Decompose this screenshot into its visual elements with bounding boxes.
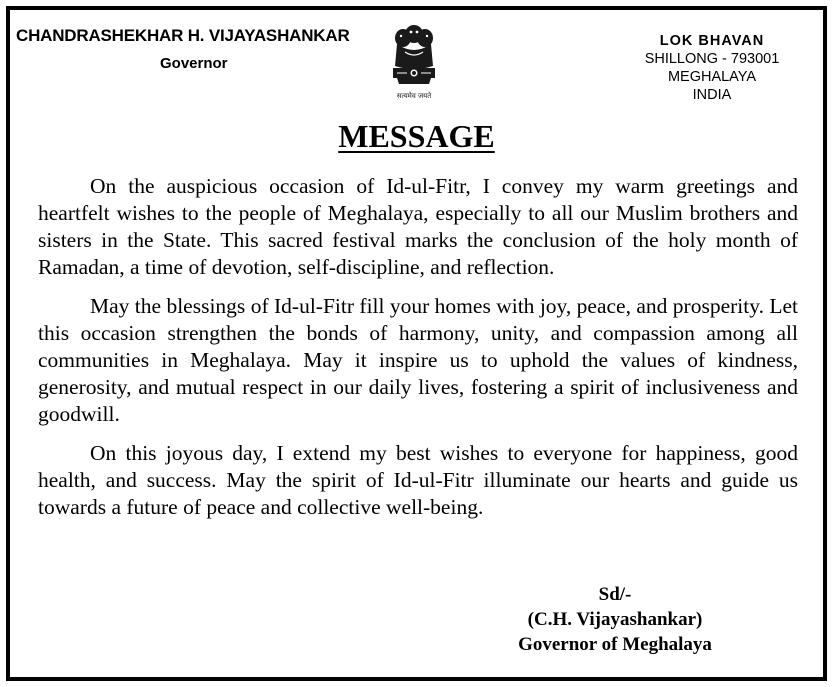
message-body (38, 173, 798, 533)
message-paragraph-3: On this joyous day, I extend my best wishes to everyone for happiness, good health, and success. May the spirit of Id-ul-Fitr illuminate our hearts and guide us towards a future of peace and collective well-being. (38, 441, 798, 519)
emblem-motto: सत्यमेव जयते (396, 92, 432, 100)
signatory-name: (C.H. Vijayashankar) (527, 609, 703, 630)
sender-name: CHANDRASHEKHAR H. VIJAYASHANKAR (16, 26, 350, 45)
address-line-country: INDIA (692, 87, 732, 103)
address-block (622, 32, 802, 104)
signature-mark: Sd/- (598, 584, 632, 605)
signatory-designation: Governor of Meghalaya (518, 634, 712, 655)
state-emblem-icon (383, 22, 445, 106)
signature-block (470, 582, 760, 657)
address-line-state: MEGHALAYA (667, 69, 757, 85)
message-paragraph-2: May the blessings of Id-ul-Fitr fill your homes with joy, peace, and prosperity. Let this occasion strengthen the bonds of harmony, unity, and compassion among all communities in Meghalaya. May it inspire us to uphold the values of kindness, generosity, and mutual respect in our daily lives, fostering a spirit of inclusiveness and goodwill. (38, 294, 798, 426)
page-title: MESSAGE (338, 118, 495, 154)
address-line-city: SHILLONG - 793001 (644, 51, 780, 67)
sender-title: Governor (160, 55, 228, 72)
message-paragraph-1: On the auspicious occasion of Id-ul-Fitr, I convey my warm greetings and heartfelt wishes to the people of Meghalaya, especially to all our Muslim brothers and sisters in the State. This sacred festival marks the conclusion of the holy month of Ramadan, a time of devotion, self-discipline, and reflection. (38, 174, 798, 279)
address-line-office: LOK BHAVAN (659, 33, 765, 49)
